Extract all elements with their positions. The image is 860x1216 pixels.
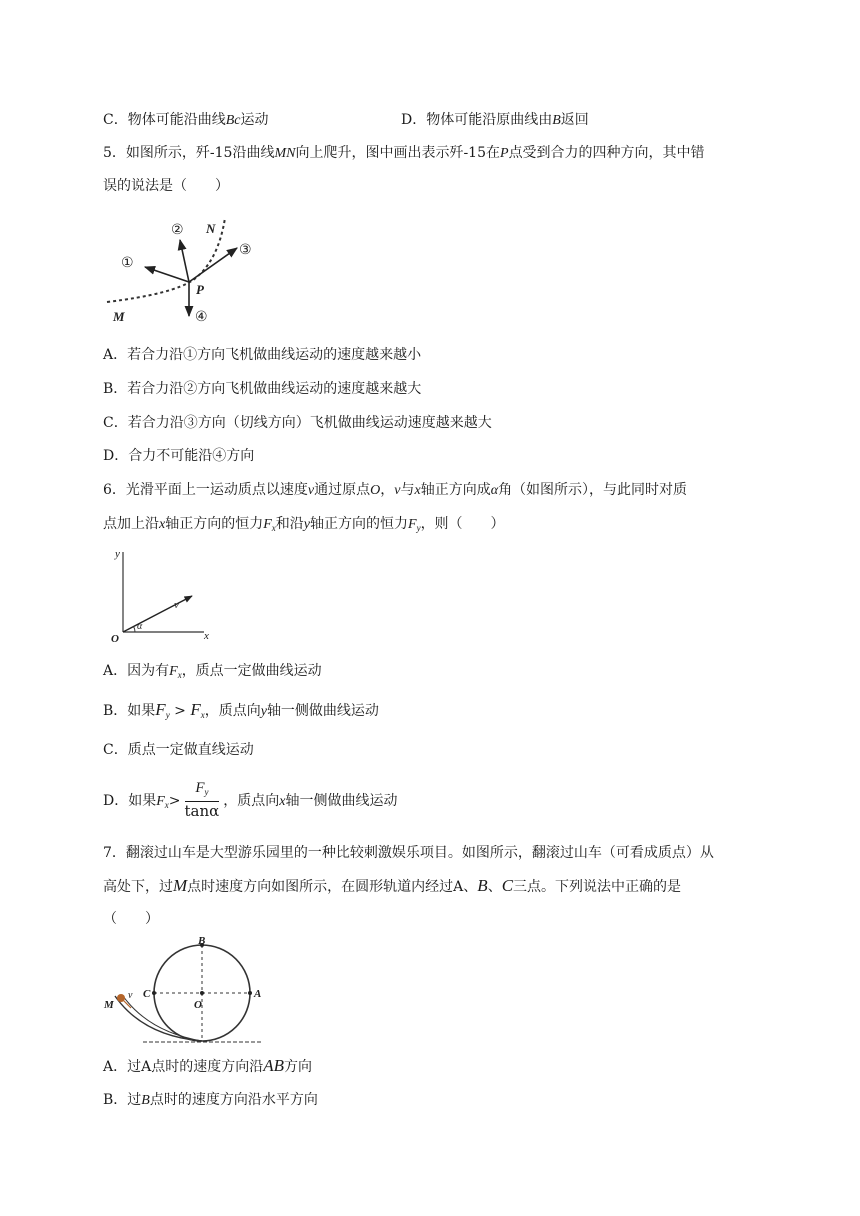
label-1: ① [121, 255, 134, 271]
label-v: v [128, 990, 133, 1001]
angle-arc [134, 627, 135, 633]
q7-option-a: A．过A点时的速度方向沿AB方向 [103, 1056, 313, 1075]
label-C: C [143, 988, 151, 1000]
point-O [200, 991, 204, 995]
q5-figure [103, 210, 278, 330]
axis-label-y: y [115, 548, 120, 560]
fraction-fy-over-tan: $\frac{F_y}{\tan\alpha}$ [184, 780, 220, 820]
q5-option-a: A．若合力沿①方向飞机做曲线运动的速度越来越小 [103, 347, 422, 363]
q4-option-c: C．物体可能沿曲线Bc运动 [103, 112, 269, 128]
q7-figure [103, 936, 273, 1048]
q6-option-b: B．如果$F_y > F_x$，质点向y轴一侧做曲线运动 [103, 700, 379, 720]
q5-stem-line2: 误的说法是（ ） [103, 178, 229, 194]
force-arrow-1 [145, 267, 189, 282]
q6-option-a: A．因为有$F_x$，质点一定做曲线运动 [103, 663, 322, 680]
q7-stem-line2: 高处下，过M点时速度方向如图所示，在圆形轨道内经过A、B、C三点。下列说法中正确的是 [103, 876, 682, 895]
label-M: M [104, 999, 114, 1011]
label-2: ② [171, 222, 184, 238]
point-C [152, 991, 156, 995]
velocity-label: v [174, 599, 179, 611]
q6-figure-svg [108, 546, 218, 644]
angle-label: α [137, 621, 143, 632]
q4-option-d: D．物体可能沿原曲线由B返回 [401, 112, 589, 128]
label-M: M [113, 309, 125, 324]
force-arrow-2 [180, 240, 189, 282]
label-N: N [206, 221, 216, 236]
q6-option-c: C．质点一定做直线运动 [103, 742, 254, 758]
q5-option-b: B．若合力沿②方向飞机做曲线运动的速度越来越大 [103, 381, 422, 397]
origin-label: O [111, 633, 119, 644]
label-4: ④ [195, 309, 208, 325]
axis-label-x: x [204, 630, 209, 642]
label-B: B [198, 936, 206, 947]
q5-option-d: D．合力不可能沿④方向 [103, 448, 255, 464]
label-P: P [196, 282, 204, 297]
label-O: O [194, 999, 202, 1011]
q6-option-d: D．如果$F_x>$ $\frac{F_y}{\tan\alpha}$ ，质点向x轴一侧做曲线运动 [103, 780, 398, 820]
q6-figure [108, 546, 218, 644]
q7-figure-svg [103, 936, 273, 1048]
q7-option-b: B．过B点时的速度方向沿水平方向 [103, 1092, 318, 1108]
q5-option-c: C．若合力沿③方向（切线方向）飞机做曲线运动速度越来越大 [103, 415, 492, 431]
q7-stem-line1: 7．翻滚过山车是大型游乐园里的一种比较刺激娱乐项目。如图所示，翻滚过山车（可看成质点）从 [103, 845, 714, 861]
label-3: ③ [239, 242, 252, 258]
q7-stem-line3: （ ） [103, 911, 159, 927]
label-A: A [254, 988, 262, 1000]
q6-stem-line1: 6．光滑平面上一运动质点以速度v通过原点O，v与x轴正方向成α角（如图所示），与此同时对质 [103, 482, 688, 498]
velocity-arrow [123, 596, 192, 632]
force-arrow-3 [189, 248, 237, 282]
q5-figure-svg [103, 210, 278, 330]
q5-stem-line1: 5．如图所示，歼-15沿曲线MN向上爬升，图中画出表示歼-15在P点受到合力的四种方向，其中错 [103, 145, 705, 161]
entry-track-inner [123, 996, 202, 1041]
point-A [248, 991, 252, 995]
q6-stem-line2: 点加上沿x轴正方向的恒力$F_x$和沿y轴正方向的恒力$F_y$，则（ ） [103, 516, 505, 533]
